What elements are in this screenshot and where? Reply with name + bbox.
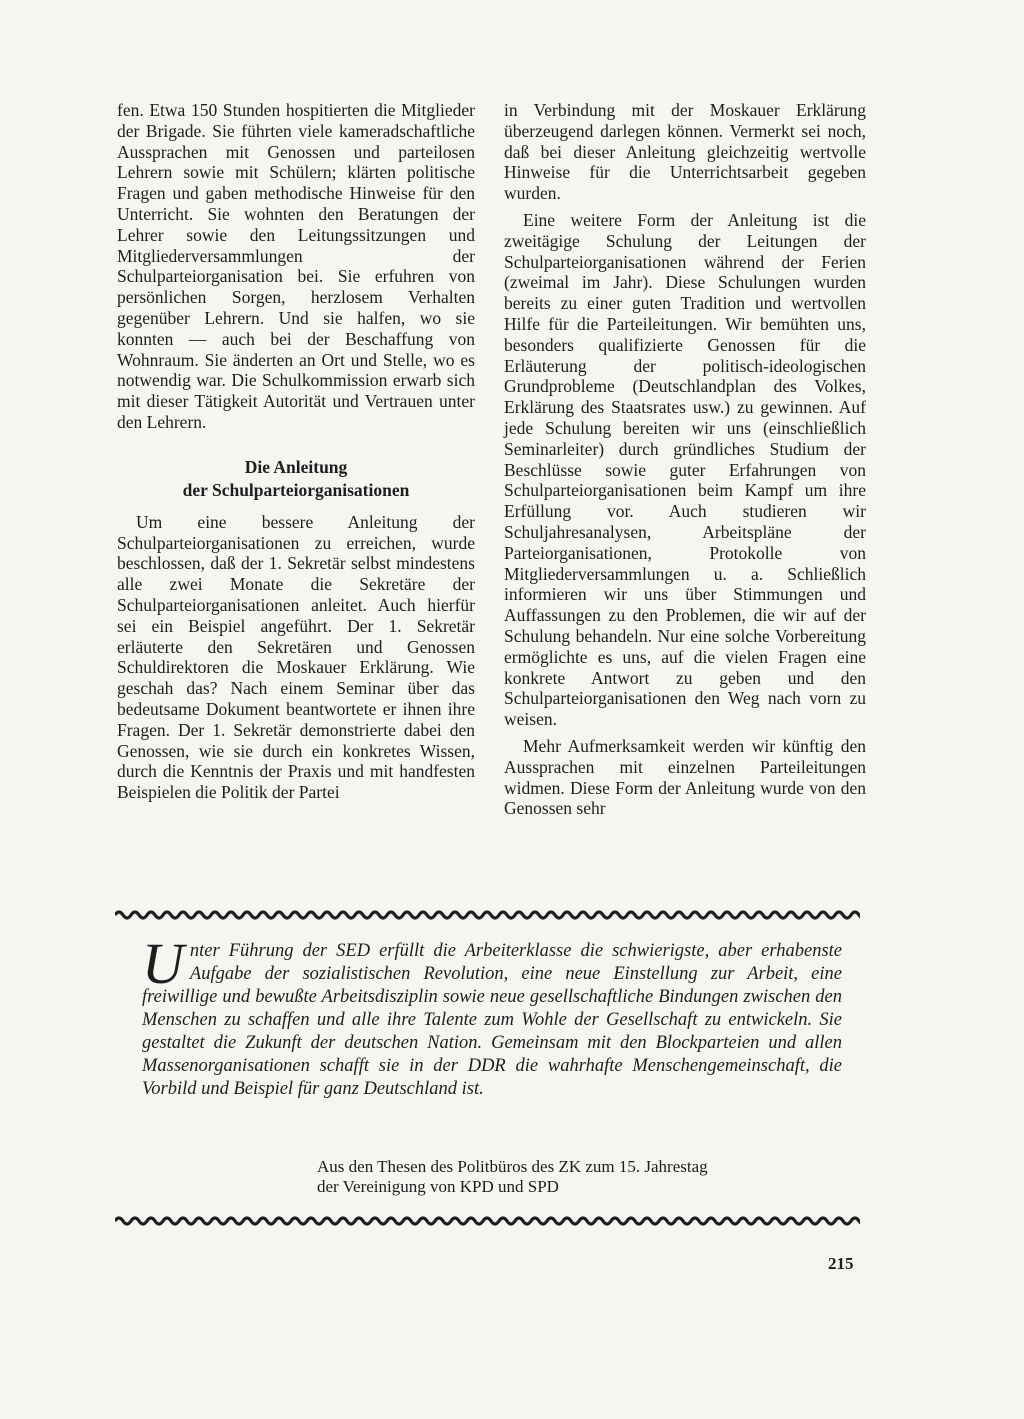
- wavy-divider-bottom: [115, 1214, 860, 1228]
- right-column: [504, 100, 866, 819]
- right-paragraph-2: Eine weitere Form der Anleitung ist die zweitägige Schulung der Leitungen der Schulparteiorganisationen während der Ferien (zweimal im Jahr). Diese Schulungen wurden bereits zu einer guten Tradition und wertvollen Hilfe für die Parteileitungen. Wir bemühten uns, besonders qualifizierte Genossen für die Erläuterung der politisch-ideologischen Grundprobleme (Deutschlandplan des Volkes, Erklärung des Staatsrates usw.) zu gewinnen. Auf jede Schulung bereiten wir uns (einschließlich Seminarleiter) durch gründliches Studium der Beschlüsse sowie guter Erfahrungen von Schulparteiorganisationen beim Kampf um ihre Erfüllung vor. Auch studieren wir Schuljahresanalysen, Arbeitspläne der Parteiorganisationen, Protokolle von Mitgliederversammlungen u. a. Schließlich informieren wir uns über Stimmungen und Auffassungen zu den Problemen, die wir auf der Schulung behandeln. Nur eine solche Vorbereitung ermöglichte es uns, auf die vielen Fragen eine konkrete Antwort zu geben und den Schulparteiorganisationen den Weg nach vorn zu weisen.: [504, 209, 866, 730]
- quote-source-line-1: Aus den Thesen des Politbüros des ZK zum 15. Jahrestag: [317, 1157, 708, 1176]
- section-heading-line-2: der Schulparteiorganisationen: [182, 479, 410, 500]
- quote-text: nter Führung der SED erfüllt die Arbeiterklasse die schwierigste, aber erhabenste Aufgabe der sozialistischen Revolution, eine neue Einstellung zur Arbeit, eine freiwillige und bewußte Arbeitsdisziplin sowie neue gesellschaftliche Bindungen zwischen den Menschen zu schaffen und alle ihre Talente zum Wohle der Gesellschaft zu entwickeln. Sie gestaltet die Zukunft der deutschen Nation. Gemeinsam mit den Blockparteien und allen Massenorganisationen schafft sie in der DDR die wahrhafte Menschengemeinschaft, die Vorbild und Beispiel für ganz Deutschland ist.: [142, 941, 842, 1099]
- section-heading: [117, 456, 475, 502]
- quote-source-line-2: der Vereinigung von KPD und SPD: [317, 1177, 559, 1196]
- left-column: [117, 100, 475, 803]
- wavy-divider-top: [115, 908, 860, 922]
- quote-dropcap: U: [142, 931, 184, 996]
- section-heading-line-1: Die Anleitung: [244, 456, 348, 477]
- page-number: 215: [828, 1254, 854, 1273]
- quote-block: [142, 931, 842, 1101]
- quote-source: [317, 1157, 857, 1197]
- left-paragraph-1: fen. Etwa 150 Stunden hospitierten die Mitglieder der Brigade. Sie führten viele kameradschaftliche Aussprachen mit Genossen und parteilosen Lehrern sowie mit Schülern; klärten politische Fragen und gaben methodische Hinweise für den Unterricht. Sie wohnten den Beratungen der Lehrer sowie den Leitungssitzungen und Mitgliederversammlungen der Schulparteiorganisation bei. Sie erfuhren von persönlichen Sorgen, herzlosem Verhalten gegenüber Lehrern. Und sie halfen, wo sie konnten — auch bei der Beschaffung von Wohnraum. Sie änderten an Ort und Stelle, wo es notwendig war. Die Schulkommission erwarb sich mit dieser Tätigkeit Autorität und Vertrauen unter den Lehrern.: [117, 100, 475, 432]
- left-paragraph-2: Um eine bessere Anleitung der Schulparteiorganisationen zu erreichen, wurde beschlossen, daß der 1. Sekretär selbst mindestens alle zwei Monate die Sekretäre der Schulparteiorganisationen anleitet. Auch hierfür sei ein Beispiel angeführt. Der 1. Sekretär erläuterte den Sekretären und Genossen Schuldirektoren die Moskauer Erklärung. Wie geschah das? Nach einem Seminar über das bedeutsame Dokument beantwortete er ihnen ihre Fragen. Der 1. Sekretär demonstrierte dabei den Genossen, wie sie durch ein konkretes Wissen, durch die Kenntnis der Praxis und mit handfesten Beispielen die Politik der Partei: [117, 511, 475, 803]
- right-paragraph-1: in Verbindung mit der Moskauer Erklärung überzeugend darlegen können. Vermerkt sei noch, daß bei dieser Anleitung gleichzeitig wertvolle Hinweise für die Unterrichtsarbeit gegeben wurden.: [504, 100, 866, 204]
- right-paragraph-3: Mehr Aufmerksamkeit werden wir künftig den Aussprachen mit einzelnen Parteileitungen widmen. Diese Form der Anleitung wurde von den Genossen sehr: [504, 735, 866, 819]
